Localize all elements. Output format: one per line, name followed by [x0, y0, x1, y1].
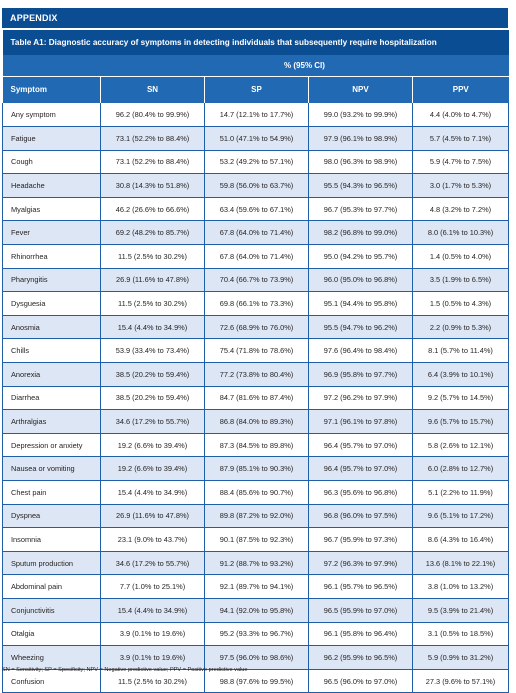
table-row [3, 551, 509, 575]
table-row [3, 221, 509, 245]
ppv-cell: 3.1 (0.5% to 18.5%) [413, 622, 509, 646]
table-row [3, 646, 509, 670]
sp-cell: 67.8 (64.0% to 71.4%) [205, 221, 309, 245]
sp-cell: 91.2 (88.7% to 93.2%) [205, 551, 309, 575]
ppv-cell: 8.6 (4.3% to 16.4%) [413, 528, 509, 552]
symptom-cell: Pharyngitis [3, 268, 101, 292]
sp-cell: 86.8 (84.0% to 89.3%) [205, 410, 309, 434]
table-row [3, 315, 509, 339]
npv-cell: 96.1 (95.7% to 96.5%) [309, 575, 413, 599]
sn-cell: 19.2 (6.6% to 39.4%) [101, 457, 205, 481]
npv-cell: 96.1 (95.8% to 96.4%) [309, 622, 413, 646]
table-row [3, 622, 509, 646]
npv-cell: 96.0 (95.0% to 96.8%) [309, 268, 413, 292]
sp-cell: 84.7 (81.6% to 87.4%) [205, 386, 309, 410]
table-caption-row [3, 30, 509, 55]
sp-cell: 87.3 (84.5% to 89.8%) [205, 433, 309, 457]
symptom-cell: Confusion [3, 669, 101, 693]
sn-cell: 26.9 (11.6% to 47.8%) [101, 268, 205, 292]
symptom-cell: Dysguesia [3, 292, 101, 316]
sn-cell: 34.6 (17.2% to 55.7%) [101, 410, 205, 434]
column-header-npv: NPV [309, 76, 413, 103]
table-row [3, 103, 509, 127]
npv-cell: 95.5 (94.7% to 96.2%) [309, 315, 413, 339]
ci-header-row [3, 55, 509, 76]
ppv-cell: 3.0 (1.7% to 5.3%) [413, 174, 509, 198]
npv-cell: 96.9 (95.8% to 97.7%) [309, 363, 413, 387]
npv-cell: 97.2 (96.2% to 97.9%) [309, 386, 413, 410]
table-row [3, 127, 509, 151]
symptom-cell: Anosmia [3, 315, 101, 339]
symptom-cell: Fatigue [3, 127, 101, 151]
ppv-cell: 5.8 (2.6% to 12.1%) [413, 433, 509, 457]
table-row [3, 481, 509, 505]
ppv-cell: 3.8 (1.0% to 13.2%) [413, 575, 509, 599]
ppv-cell: 1.5 (0.5% to 4.3%) [413, 292, 509, 316]
npv-cell: 97.9 (96.1% to 98.9%) [309, 127, 413, 151]
table-body [3, 103, 509, 693]
sn-cell: 38.5 (20.2% to 59.4%) [101, 386, 205, 410]
symptom-cell: Headache [3, 174, 101, 198]
ppv-cell: 5.9 (4.7% to 7.5%) [413, 150, 509, 174]
sn-cell: 15.4 (4.4% to 34.9%) [101, 481, 205, 505]
sn-cell: 26.9 (11.6% to 47.8%) [101, 504, 205, 528]
npv-cell: 96.7 (95.3% to 97.7%) [309, 197, 413, 221]
npv-cell: 96.4 (95.7% to 97.0%) [309, 433, 413, 457]
symptom-cell: Depression or anxiety [3, 433, 101, 457]
sp-cell: 77.2 (73.8% to 80.4%) [205, 363, 309, 387]
ppv-cell: 1.4 (0.5% to 4.0%) [413, 245, 509, 269]
symptom-cell: Abdominal pain [3, 575, 101, 599]
ppv-cell: 9.5 (3.9% to 21.4%) [413, 598, 509, 622]
symptom-cell: Sputum production [3, 551, 101, 575]
column-header-ppv: PPV [413, 76, 509, 103]
sp-cell: 98.8 (97.6% to 99.5%) [205, 669, 309, 693]
sn-cell: 11.5 (2.5% to 30.2%) [101, 245, 205, 269]
symptom-cell: Fever [3, 221, 101, 245]
table-row [3, 174, 509, 198]
sn-cell: 23.1 (9.0% to 43.7%) [101, 528, 205, 552]
table-row [3, 268, 509, 292]
sn-cell: 15.4 (4.4% to 34.9%) [101, 598, 205, 622]
table-row [3, 363, 509, 387]
npv-cell: 96.2 (95.9% to 96.5%) [309, 646, 413, 670]
symptom-cell: Any symptom [3, 103, 101, 127]
sp-cell: 72.6 (68.9% to 76.0%) [205, 315, 309, 339]
sp-cell: 70.4 (66.7% to 73.9%) [205, 268, 309, 292]
table-caption: Table A1: Diagnostic accuracy of symptoms in detecting individuals that subsequently require hospitalization [3, 30, 509, 55]
npv-cell: 96.5 (95.9% to 97.0%) [309, 598, 413, 622]
symptom-cell: Rhinorrhea [3, 245, 101, 269]
npv-cell: 96.8 (96.0% to 97.5%) [309, 504, 413, 528]
sn-cell: 30.8 (14.3% to 51.8%) [101, 174, 205, 198]
ppv-cell: 13.6 (8.1% to 22.1%) [413, 551, 509, 575]
table-row [3, 598, 509, 622]
npv-cell: 96.7 (95.9% to 97.3%) [309, 528, 413, 552]
npv-cell: 97.1 (96.1% to 97.8%) [309, 410, 413, 434]
sp-cell: 53.2 (49.2% to 57.1%) [205, 150, 309, 174]
npv-cell: 95.0 (94.2% to 95.7%) [309, 245, 413, 269]
sn-cell: 7.7 (1.0% to 25.1%) [101, 575, 205, 599]
sp-cell: 95.2 (93.3% to 96.7%) [205, 622, 309, 646]
table-row [3, 150, 509, 174]
column-header-row [3, 76, 509, 103]
ci-header: % (95% CI) [101, 55, 509, 76]
ppv-cell: 6.0 (2.8% to 12.7%) [413, 457, 509, 481]
ppv-cell: 2.2 (0.9% to 5.3%) [413, 315, 509, 339]
ppv-cell: 4.8 (3.2% to 7.2%) [413, 197, 509, 221]
ppv-cell: 9.6 (5.7% to 15.7%) [413, 410, 509, 434]
ppv-cell: 5.1 (2.2% to 11.9%) [413, 481, 509, 505]
npv-cell: 95.5 (94.3% to 96.5%) [309, 174, 413, 198]
symptom-cell: Conjunctivitis [3, 598, 101, 622]
npv-cell: 97.2 (96.3% to 97.9%) [309, 551, 413, 575]
npv-cell: 95.1 (94.4% to 95.8%) [309, 292, 413, 316]
column-header-sn: SN [101, 76, 205, 103]
table-row [3, 245, 509, 269]
table-row [3, 386, 509, 410]
ci-header-spacer [3, 55, 101, 76]
appendix-label: APPENDIX [2, 8, 508, 28]
symptom-cell: Diarrhea [3, 386, 101, 410]
sp-cell: 69.8 (66.1% to 73.3%) [205, 292, 309, 316]
sn-cell: 34.6 (17.2% to 55.7%) [101, 551, 205, 575]
sn-cell: 96.2 (80.4% to 99.9%) [101, 103, 205, 127]
symptom-cell: Nausea or vomiting [3, 457, 101, 481]
symptom-cell: Anorexia [3, 363, 101, 387]
column-header-symptom: Symptom [3, 76, 101, 103]
symptom-cell: Chills [3, 339, 101, 363]
npv-cell: 98.0 (96.3% to 98.9%) [309, 150, 413, 174]
symptom-cell: Otalgia [3, 622, 101, 646]
ppv-cell: 8.0 (6.1% to 10.3%) [413, 221, 509, 245]
sp-cell: 67.8 (64.0% to 71.4%) [205, 245, 309, 269]
sn-cell: 11.5 (2.5% to 30.2%) [101, 669, 205, 693]
sn-cell: 38.5 (20.2% to 59.4%) [101, 363, 205, 387]
symptom-cell: Cough [3, 150, 101, 174]
sn-cell: 3.9 (0.1% to 19.6%) [101, 622, 205, 646]
sp-cell: 90.1 (87.5% to 92.3%) [205, 528, 309, 552]
sp-cell: 97.5 (96.0% to 98.6%) [205, 646, 309, 670]
npv-cell: 96.5 (96.0% to 97.0%) [309, 669, 413, 693]
sp-cell: 87.9 (85.1% to 90.3%) [205, 457, 309, 481]
sp-cell: 63.4 (59.6% to 67.1%) [205, 197, 309, 221]
sn-cell: 15.4 (4.4% to 34.9%) [101, 315, 205, 339]
table-row [3, 457, 509, 481]
symptom-cell: Arthralgias [3, 410, 101, 434]
ppv-cell: 4.4 (4.0% to 4.7%) [413, 103, 509, 127]
symptom-cell: Wheezing [3, 646, 101, 670]
sn-cell: 11.5 (2.5% to 30.2%) [101, 292, 205, 316]
table-row [3, 292, 509, 316]
sp-cell: 88.4 (85.6% to 90.7%) [205, 481, 309, 505]
sn-cell: 3.9 (0.1% to 19.6%) [101, 646, 205, 670]
sp-cell: 75.4 (71.8% to 78.6%) [205, 339, 309, 363]
table-row [3, 410, 509, 434]
table-row [3, 504, 509, 528]
sn-cell: 73.1 (52.2% to 88.4%) [101, 127, 205, 151]
symptom-cell: Chest pain [3, 481, 101, 505]
sp-cell: 59.8 (56.0% to 63.7%) [205, 174, 309, 198]
npv-cell: 99.0 (93.2% to 99.9%) [309, 103, 413, 127]
sp-cell: 14.7 (12.1% to 17.7%) [205, 103, 309, 127]
ppv-cell: 9.6 (5.1% to 17.2%) [413, 504, 509, 528]
table-row [3, 575, 509, 599]
ppv-cell: 3.5 (1.9% to 6.5%) [413, 268, 509, 292]
ppv-cell: 5.7 (4.5% to 7.1%) [413, 127, 509, 151]
column-header-sp: SP [205, 76, 309, 103]
symptom-cell: Insomnia [3, 528, 101, 552]
sn-cell: 69.2 (48.2% to 85.7%) [101, 221, 205, 245]
npv-cell: 98.2 (96.8% to 99.0%) [309, 221, 413, 245]
npv-cell: 96.4 (95.7% to 97.0%) [309, 457, 413, 481]
symptom-cell: Dyspnea [3, 504, 101, 528]
table-row [3, 528, 509, 552]
npv-cell: 97.6 (96.4% to 98.4%) [309, 339, 413, 363]
diagnostic-accuracy-table [2, 30, 509, 693]
table-row [3, 197, 509, 221]
ppv-cell: 5.9 (0.9% to 31.2%) [413, 646, 509, 670]
sp-cell: 94.1 (92.0% to 95.8%) [205, 598, 309, 622]
sn-cell: 19.2 (6.6% to 39.4%) [101, 433, 205, 457]
sp-cell: 89.8 (87.2% to 92.0%) [205, 504, 309, 528]
ppv-cell: 8.1 (5.7% to 11.4%) [413, 339, 509, 363]
ppv-cell: 6.4 (3.9% to 10.1%) [413, 363, 509, 387]
ppv-cell: 27.3 (9.6% to 57.1%) [413, 669, 509, 693]
symptom-cell: Myalgias [3, 197, 101, 221]
table-row [3, 433, 509, 457]
sn-cell: 46.2 (26.6% to 66.6%) [101, 197, 205, 221]
table-row [3, 339, 509, 363]
ppv-cell: 9.2 (5.7% to 14.5%) [413, 386, 509, 410]
sn-cell: 73.1 (52.2% to 88.4%) [101, 150, 205, 174]
sp-cell: 92.1 (89.7% to 94.1%) [205, 575, 309, 599]
npv-cell: 96.3 (95.6% to 96.8%) [309, 481, 413, 505]
sp-cell: 51.0 (47.1% to 54.9%) [205, 127, 309, 151]
table-footnote: SN = Sensitivity; SP = Specificity; NPV = Negative predictive value; PPV = Positive predictive value [2, 667, 248, 673]
sn-cell: 53.9 (33.4% to 73.4%) [101, 339, 205, 363]
